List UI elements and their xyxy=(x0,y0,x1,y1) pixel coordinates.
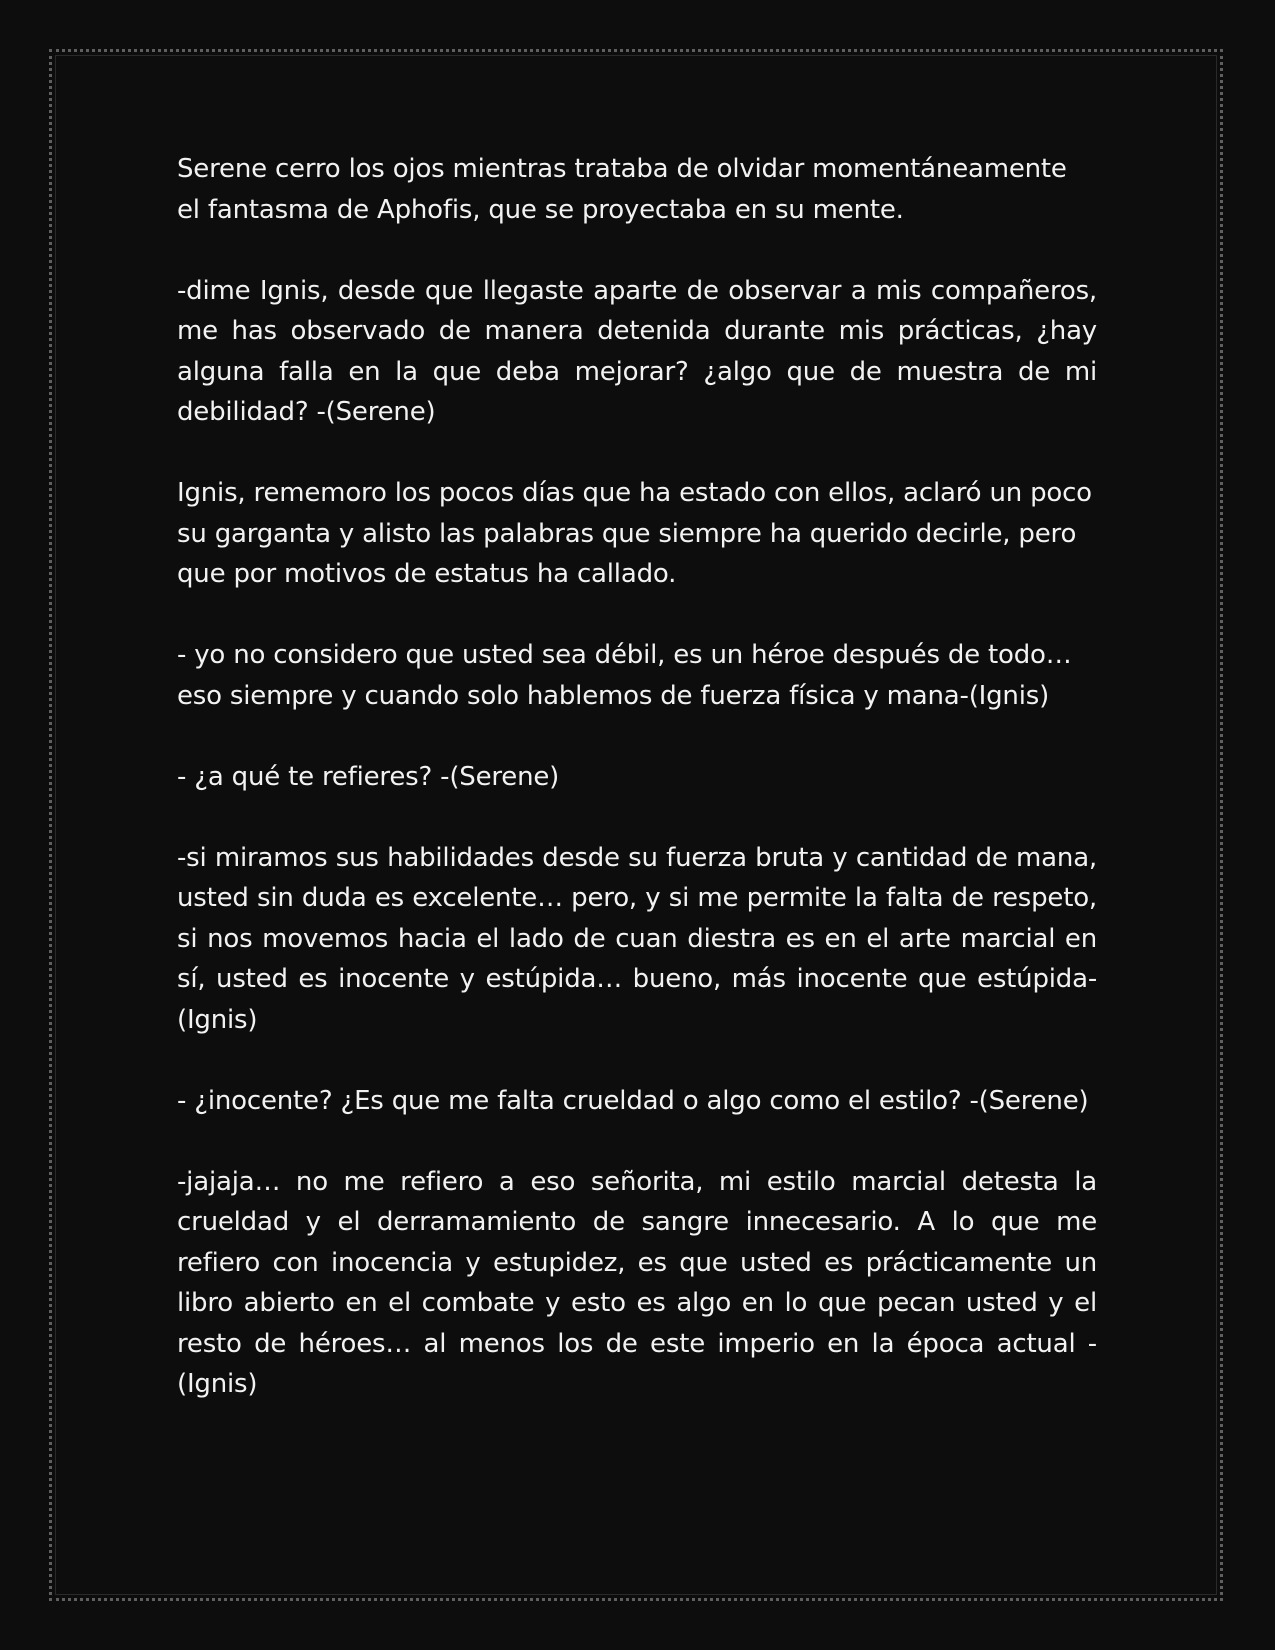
paragraph: - ¿a qué te refieres? -(Serene) xyxy=(177,761,560,792)
paragraph: Serene cerro los ojos mientras trataba de olvidar momentáneamente el fantasma de Aphofis, que se proyectaba en su mente. xyxy=(177,154,1067,225)
paragraph: - yo no considero que usted sea débil, es un héroe después de todo… eso siempre y cuando solo hablemos de fuerza física y mana-(Ignis) xyxy=(177,640,1072,711)
text-body xyxy=(177,149,1097,1445)
paragraph: -si miramos sus habilidades desde su fuerza bruta y cantidad de mana, usted sin duda es excelente… pero, y si me permite la falta de respeto, si nos movemos hacia el lado de cuan diestra es en el arte marcial en sí, usted es inocente y estúpida… bueno, más inocente que estúpida-(Ignis) xyxy=(177,842,1097,1035)
paragraph: Ignis, rememoro los pocos días que ha estado con ellos, aclaró un poco su garganta y alisto las palabras que siempre ha querido decirle, pero que por motivos de estatus ha callado. xyxy=(177,478,1092,589)
paragraph: -dime Ignis, desde que llegaste aparte de observar a mis compañeros, me has observado de manera detenida durante mis prácticas, ¿hay alguna falla en la que deba mejorar? ¿algo que de muestra de mi debilidad? -(Serene) xyxy=(177,275,1097,427)
paragraph: - ¿inocente? ¿Es que me falta crueldad o algo como el estilo? -(Serene) xyxy=(177,1085,1089,1116)
paragraph: -jajaja… no me refiero a eso señorita, mi estilo marcial detesta la crueldad y el derramamiento de sangre innecesario. A lo que me refiero con inocencia y estupidez, es que usted es prácticamente un libro abierto en el combate y esto es algo en lo que pecan usted y el resto de héroes… al menos los de este imperio en la época actual -(Ignis) xyxy=(177,1166,1097,1399)
